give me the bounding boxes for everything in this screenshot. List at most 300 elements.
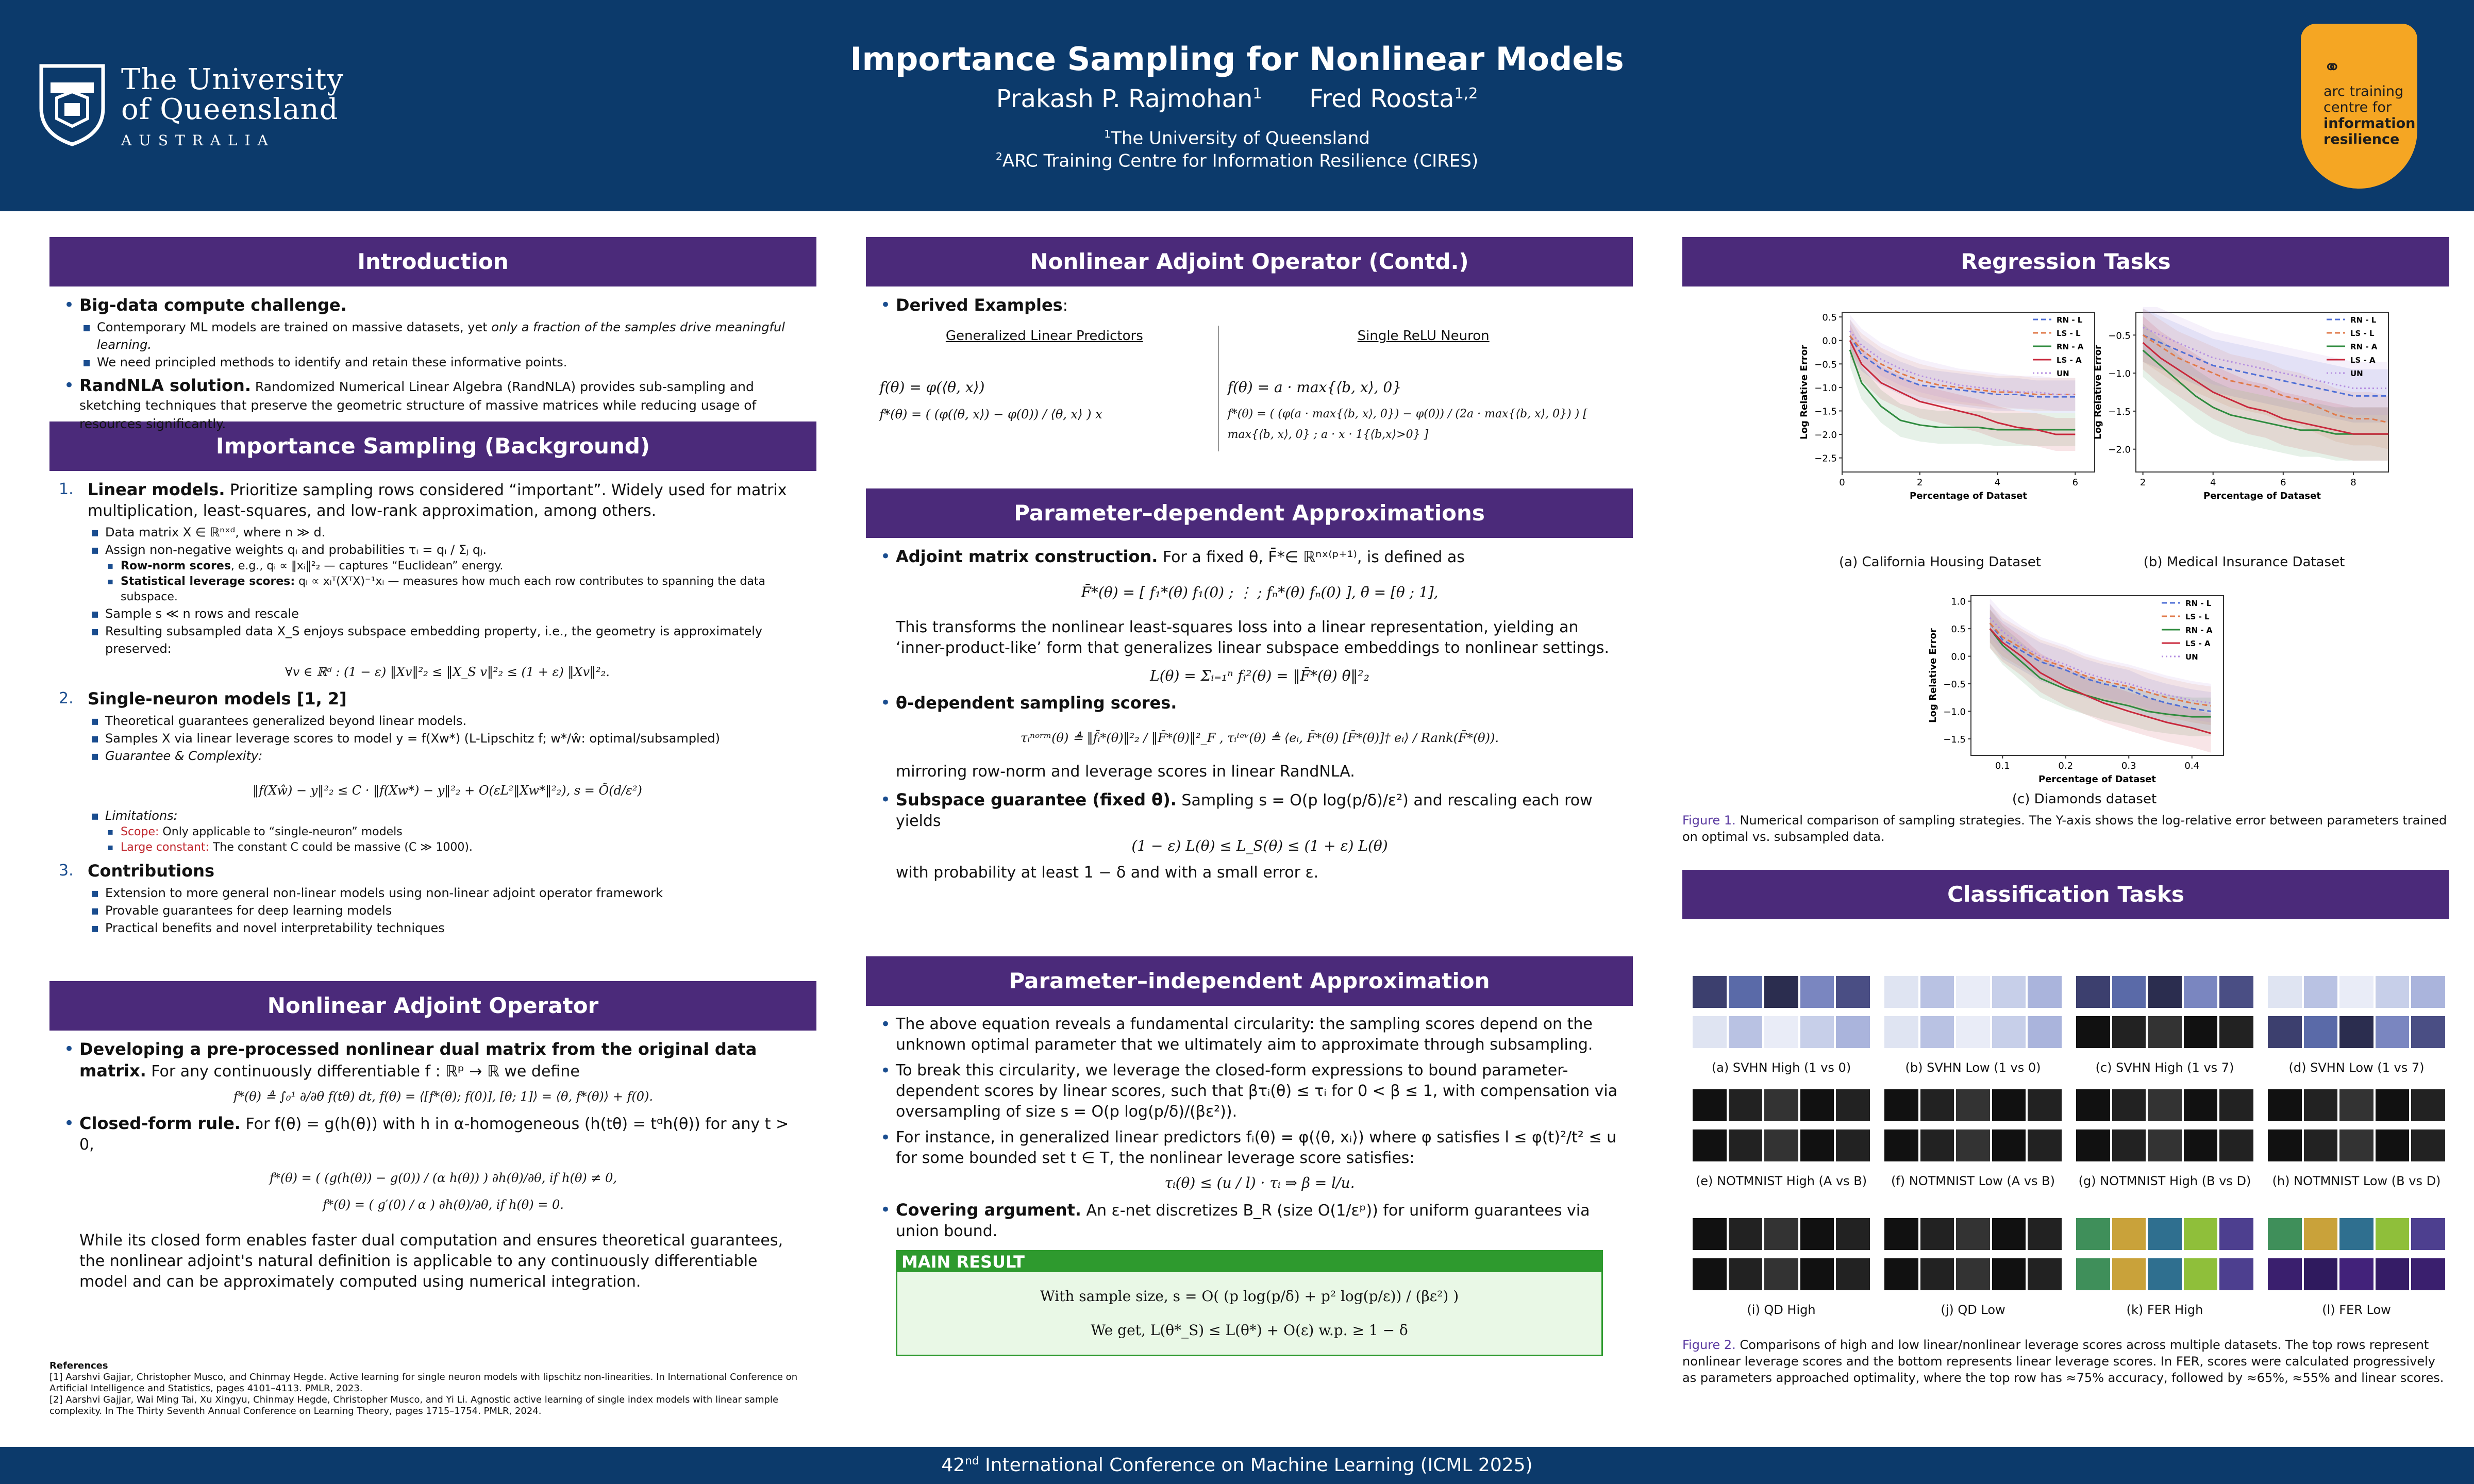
nonlinear-score-strip [1884, 1218, 2062, 1250]
is-eq1: ∀v ∈ ℝᵈ : (1 − ε) ‖Xv‖²₂ ≤ ‖X_S v‖²₂ ≤ (1 + ε) ‖Xv‖²₂. [285, 665, 610, 679]
sample-thumbnail [2148, 976, 2182, 1008]
sample-thumbnail [1729, 1258, 1763, 1290]
is-s2a-head: Row-norm scores [121, 560, 231, 572]
adj-eq1: f*(θ) ≜ ∫₀¹ ∂/∂θ f(tθ) dt, f(θ) = ⟨[f*(θ); f(0)], [θ; 1]⟩ = ⟨θ, f*(θ)⟩ + f(0). [233, 1089, 654, 1104]
sample-thumbnail [1884, 1089, 1918, 1121]
figure-2-text: Comparisons of high and low linear/nonlinear leverage scores across multiple datasets. The top rows represent nonlinear leverage scores and the bottom represents linear leverage scores. In FER, scores were calculated progressively as parameters approached optimality, where the top row has ≈75% accuracy, followed by ≈65%, ≈55% and linear scores. [1682, 1338, 2444, 1385]
subcaption-diamonds: (c) Diamonds dataset [2012, 791, 2157, 807]
intro-bullet-2 [59, 376, 807, 433]
sample-thumbnail [1800, 1129, 1834, 1161]
sample-thumbnail [2304, 1089, 2338, 1121]
intro-b1-head: Big-data compute challenge. [79, 295, 347, 315]
people-icon: ⚭ [2323, 56, 2341, 79]
affiliation-1-text: The University of Queensland [1111, 128, 1370, 149]
pind-bullet-3 [875, 1127, 1624, 1193]
intro-b2-text: Randomized Numerical Linear Algebra (RandNLA) provides sub-sampling and sketching techniques that preserve the geometric structure of massive matrices while reducing usage of resources significantly. [79, 379, 757, 431]
sample-thumbnail [2268, 1218, 2302, 1250]
is-num-3: 3. [59, 862, 74, 880]
examples-divider [1218, 326, 1219, 451]
pdep-p3: with probability at least 1 − δ and with a small error ε. [896, 864, 1319, 882]
classification-figure [1682, 919, 2449, 1455]
sample-thumbnail [1836, 1258, 1870, 1290]
arc-logo-text [2323, 83, 2415, 147]
nonlinear-score-strip [2076, 1218, 2253, 1250]
sample-thumbnail [2148, 1129, 2182, 1161]
sample-thumbnail [2184, 1089, 2218, 1121]
linear-score-strip [1884, 1129, 2062, 1161]
sample-thumbnail [1884, 1129, 1918, 1161]
section-title-introduction: Introduction [49, 237, 816, 286]
nonlinear-score-strip [1693, 1089, 1870, 1121]
relu-block [1228, 326, 1619, 451]
x-tick-label: 2 [2139, 477, 2146, 488]
y-tick-label: −1.5 [1814, 406, 1837, 417]
figure-1-caption [1682, 812, 2449, 845]
sample-thumbnail [2219, 976, 2253, 1008]
sample-thumbnail [1800, 1089, 1834, 1121]
is-t2s2: ▪ Samples X via linear leverage scores to model y = f(Xw*) (L-Lipschitz f; w*/ŵ: optimal/subsampled) [88, 730, 807, 747]
sample-thumbnail [1920, 1089, 1954, 1121]
sample-image-grid [1884, 976, 2062, 1053]
x-axis-label: Percentage of Dataset [2038, 774, 2156, 785]
footer-ordinal: 42 [941, 1455, 965, 1476]
nonlinear-score-strip [2076, 1089, 2253, 1121]
section-importance-sampling [49, 471, 816, 981]
sample-thumbnail [1992, 1089, 2026, 1121]
sample-thumbnail [2112, 976, 2146, 1008]
is-s2-text: Assign non-negative weights qᵢ and probabilities τᵢ = qᵢ / Σⱼ qⱼ. [105, 543, 487, 557]
sample-thumbnail [2376, 1089, 2410, 1121]
y-tick-label: −0.5 [2108, 330, 2131, 342]
linear-score-strip [2268, 1016, 2445, 1048]
sample-thumbnail [1800, 976, 1834, 1008]
adj-bullet-1 [59, 1039, 807, 1107]
sample-thumbnail [1800, 1258, 1834, 1290]
sample-thumbnail [1920, 976, 1954, 1008]
sample-thumbnail [2376, 1218, 2410, 1250]
author-1-affil: 1 [1252, 85, 1262, 102]
nonlinear-score-strip [2268, 1218, 2445, 1250]
sample-thumbnail [2184, 1218, 2218, 1250]
main-result-box [896, 1250, 1603, 1356]
sample-thumbnail [2219, 1016, 2253, 1048]
relu-eq1: f(θ) = a · max{⟨b, x⟩, 0} [1227, 379, 1402, 396]
x-tick-label: 0.1 [1995, 761, 2010, 771]
y-tick-label: −2.0 [2108, 444, 2131, 456]
pdep-eq4: (1 − ε) L(θ) ≤ L_S(θ) ≤ (1 + ε) L(θ) [1131, 837, 1388, 854]
sample-thumbnail [2376, 1129, 2410, 1161]
section-title-classification: Classification Tasks [1682, 870, 2449, 919]
sample-thumbnail [2148, 1089, 2182, 1121]
author-2: Fred Roosta [1309, 85, 1455, 113]
pdep-eq2: L(θ) = Σᵢ₌₁ⁿ fᵢ²(θ) = ‖F̄*(θ) θ̄‖²₂ [1150, 667, 1369, 684]
sample-thumbnail [2076, 1089, 2110, 1121]
figure-2-caption [1682, 1337, 2449, 1386]
sample-image-grid [1693, 1218, 1870, 1295]
main-result-body [897, 1272, 1601, 1355]
reference-2: [2] Aarshvi Gajjar, Wai Ming Tai, Xu Xingyu, Chinmay Hegde, Christopher Musco, and Yi Li. Agnostic active learning of single index models with linear sample complexity. In The Thirty Seventh Annual Conference on Learning Theory, pages 1715–1754. PMLR, 2024. [49, 1394, 779, 1416]
sample-thumbnail [1956, 976, 1990, 1008]
classification-subcaption: (a) SVHN High (1 vs 0) [1711, 1060, 1851, 1075]
pind-b4-head: Covering argument. [896, 1200, 1081, 1220]
derived-examples-head: Derived Examples [896, 295, 1063, 315]
sample-thumbnail [2339, 976, 2373, 1008]
is-c2: ▪ Provable guarantees for deep learning models [88, 902, 807, 919]
y-tick-label: 0.0 [1822, 335, 1837, 347]
subcaption-california: (a) California Housing Dataset [1839, 554, 2041, 570]
y-tick-label: 1.0 [1951, 596, 1966, 608]
sample-thumbnail [2268, 1016, 2302, 1048]
column-middle [866, 237, 1633, 1356]
x-tick-label: 0.3 [2121, 761, 2136, 771]
nonlinear-score-strip [2268, 1089, 2445, 1121]
adj-b2-text: For f(θ) = g(h(θ)) with h in α-homogeneous (h(tθ) = tᵅh(θ)) for any t > 0, [79, 1115, 789, 1154]
sample-thumbnail [2184, 1258, 2218, 1290]
sample-thumbnail [2184, 1016, 2218, 1048]
figure-1-text: Numerical comparison of sampling strategies. The Y-axis shows the log-relative error between parameters trained on optimal vs. subsampled data. [1682, 813, 2447, 844]
nonlinear-score-strip [1693, 976, 1870, 1008]
is-item-2 [59, 688, 807, 855]
sample-thumbnail [1884, 976, 1918, 1008]
y-tick-label: 0.5 [1822, 312, 1837, 324]
pind-bullet-2: • To break this circularity, we leverage the closed-form expressions to bound parameter-dependent scores by linear scores, such that βτᵢ(θ) ≤ τᵢ for 0 < β ≤ 1, with compensation via oversampling of size s = O(p log(p/δ)/(βε²)). [875, 1060, 1624, 1122]
sample-thumbnail [2148, 1218, 2182, 1250]
sample-thumbnail [1800, 1218, 1834, 1250]
sample-thumbnail [1992, 1218, 2026, 1250]
is-s3: ▪ Sample s ≪ n rows and rescale [88, 605, 807, 622]
sample-thumbnail [1693, 1089, 1727, 1121]
nonlinear-score-strip [1884, 976, 2062, 1008]
chart-medical-insurance [2089, 307, 2399, 503]
pdep-eq1: F̄*(θ) = [ f₁*(θ) f₁(0) ; ⋮ ; fₙ*(θ) fₙ(0) ], θ̄ = [θ ; 1], [1081, 584, 1439, 601]
sample-thumbnail [2411, 1218, 2445, 1250]
sample-thumbnail [2219, 1218, 2253, 1250]
linear-score-strip [1693, 1129, 1870, 1161]
pdep-bullet-2 [875, 693, 1624, 782]
pind-b4-text: An ε-net discretizes B_R (size O(1/εᵖ)) for uniform guarantees via union bound. [896, 1202, 1590, 1240]
nonlinear-score-strip [1884, 1089, 2062, 1121]
poster-footer [0, 1447, 2474, 1484]
is-h2: Single-neuron models [1, 2] [88, 689, 347, 709]
sample-thumbnail [2112, 1258, 2146, 1290]
uq-name-line1: The University [121, 63, 344, 96]
sample-thumbnail [1884, 1016, 1918, 1048]
sample-thumbnail [2304, 1129, 2338, 1161]
section-param-dependent [866, 538, 1633, 956]
sample-thumbnail [1992, 976, 2026, 1008]
is-s2a-text: , e.g., qᵢ ∝ ‖xᵢ‖²₂ — captures “Euclidean” energy. [230, 560, 504, 572]
arc-line-4: resilience [2323, 131, 2400, 147]
legend-label: LS - L [2350, 329, 2375, 338]
pind-b3-text: For instance, in generalized linear predictors fᵢ(θ) = φ(⟨θ, xᵢ⟩) where φ satisfies l ≤ φ(t)²/t² ≤ u for some bounded set t ∈ T, the nonlinear leverage score satisfies: [896, 1128, 1617, 1167]
x-axis-label: Percentage of Dataset [2203, 491, 2321, 501]
pdep-bullet-3 [875, 789, 1624, 883]
section-adjoint-contd [866, 286, 1633, 488]
pind-eq1: τᵢ(θ) ≤ (u / l) · τᵢ ⇒ β = l/u. [1164, 1174, 1355, 1191]
derived-examples: • Derived Examples: [875, 295, 1624, 316]
legend-label: UN [2185, 652, 2198, 662]
legend-label: LS - A [2350, 356, 2376, 365]
uq-name-line2: of Queensland [121, 93, 339, 126]
is-lim1 [105, 824, 807, 840]
glp-eq2: f*(θ) = ( (φ(⟨θ, x⟩) − φ(0)) / ⟨θ, x⟩ ) x [879, 407, 1102, 421]
sample-thumbnail [1693, 1129, 1727, 1161]
x-tick-label: 6 [2280, 477, 2286, 488]
is-s4: ▪ Resulting subsampled data X_S enjoys subspace embedding property, i.e., the geometry is approximately preserved: [88, 622, 807, 657]
sample-thumbnail [2411, 1016, 2445, 1048]
linear-score-strip [2268, 1258, 2445, 1290]
affiliation-2-mark: 2 [995, 150, 1002, 163]
section-title-nonlinear-adjoint: Nonlinear Adjoint Operator [49, 981, 816, 1031]
linear-score-strip [2076, 1258, 2253, 1290]
is-h3: Contributions [88, 861, 215, 881]
legend-label: RN - L [2057, 315, 2083, 325]
y-tick-label: −2.5 [1814, 453, 1837, 464]
is-num-2: 2. [59, 689, 74, 707]
sample-thumbnail [2376, 1258, 2410, 1290]
y-axis-label: Log Relative Error [2093, 345, 2103, 440]
sample-thumbnail [2268, 976, 2302, 1008]
sample-thumbnail [2339, 1218, 2373, 1250]
adj-b1-head: Developing a pre-processed nonlinear dual matrix from the original data matrix. [79, 1039, 757, 1081]
author-list [515, 85, 1959, 113]
sample-thumbnail [2076, 1129, 2110, 1161]
sample-thumbnail [2304, 976, 2338, 1008]
sample-thumbnail [1729, 1016, 1763, 1048]
sample-thumbnail [1956, 1089, 1990, 1121]
sample-thumbnail [2268, 1089, 2302, 1121]
x-tick-label: 4 [2210, 477, 2216, 488]
sample-thumbnail [2376, 1016, 2410, 1048]
sample-thumbnail [1920, 1129, 1954, 1161]
sample-thumbnail [1956, 1258, 1990, 1290]
sample-image-grid [1884, 1089, 2062, 1167]
intro-b1-s1b: only a fraction of the samples drive meaningful learning. [97, 320, 785, 352]
is-eq2: ‖f(Xŵ) − y‖²₂ ≤ C · ‖f(Xw*) − y‖²₂ + O(εL²‖Xw*‖²₂), s = Õ(d/ε²) [253, 783, 642, 798]
sample-image-grid [2076, 1089, 2253, 1167]
uq-crest-icon [36, 62, 108, 147]
sample-thumbnail [2219, 1089, 2253, 1121]
is-t1: Prioritize sampling rows considered “important”. Widely used for matrix multiplication, least-squares, and low-rank approximation, among others. [88, 481, 787, 520]
is-s1: ▪ Data matrix X ∈ ℝⁿˣᵈ, where n ≫ d. [88, 524, 807, 541]
glp-title: Generalized Linear Predictors [945, 328, 1143, 344]
sample-image-grid [2268, 1218, 2445, 1295]
figure-1-label: Figure 1. [1682, 813, 1736, 828]
sample-thumbnail [1729, 1218, 1763, 1250]
sample-thumbnail [2076, 976, 2110, 1008]
sample-thumbnail [1693, 1218, 1727, 1250]
sample-thumbnail [1836, 1016, 1870, 1048]
sample-thumbnail [2076, 1258, 2110, 1290]
classification-subcaption: (l) FER Low [2322, 1303, 2391, 1317]
sample-thumbnail [1764, 1129, 1798, 1161]
is-c3: ▪ Practical benefits and novel interpretability techniques [88, 919, 807, 937]
classification-subcaption: (j) QD Low [1941, 1303, 2005, 1317]
affiliation-2-text: ARC Training Centre for Information Resilience (CIRES) [1002, 150, 1479, 172]
sample-thumbnail [2339, 1016, 2373, 1048]
column-right [1682, 237, 2449, 1455]
is-lim1-head: Scope: [121, 825, 159, 838]
is-t2s4-text: Limitations: [105, 808, 178, 823]
subcaption-medical: (b) Medical Insurance Dataset [2143, 554, 2345, 570]
sample-thumbnail [1920, 1016, 1954, 1048]
sample-thumbnail [2148, 1016, 2182, 1048]
arc-line-3: information [2323, 115, 2416, 131]
is-item-3 [59, 861, 807, 937]
sample-thumbnail [2076, 1016, 2110, 1048]
sample-thumbnail [2304, 1258, 2338, 1290]
intro-bullet-1 [59, 295, 807, 371]
pdep-eq3: τᵢⁿᵒʳᵐ(θ) ≜ ‖f̄ᵢ*(θ)‖²₂ / ‖F̄*(θ)‖²_F , τᵢˡᵉᵛ(θ) ≜ ⟨eᵢ, F̄*(θ) [F̄*(θ)]† eᵢ⟩ / Rank(F̄*(θ)). [1021, 731, 1499, 745]
is-t2s3 [88, 747, 807, 765]
linear-score-strip [1693, 1258, 1870, 1290]
classification-subcaption: (k) FER High [2126, 1303, 2203, 1317]
legend-label: UN [2057, 369, 2069, 378]
is-s2b [105, 574, 807, 605]
sample-thumbnail [1693, 1016, 1727, 1048]
intro-b1-sub1 [79, 318, 807, 353]
arc-cires-logo [2301, 24, 2417, 189]
y-tick-label: 0.0 [1951, 651, 1966, 663]
section-title-param-independent: Parameter–independent Approximation [866, 956, 1633, 1006]
sample-thumbnail [2339, 1258, 2373, 1290]
derived-examples-grid [875, 326, 1624, 451]
is-lim2-text: The constant C could be massive (C ≫ 1000). [209, 841, 473, 854]
references-heading: References [49, 1360, 108, 1371]
sample-thumbnail [2411, 1089, 2445, 1121]
is-t2s4 [88, 807, 807, 855]
nonlinear-score-strip [1693, 1218, 1870, 1250]
main-result-eq1: With sample size, s = O( (p log(p/δ) + p² log(p/ε)) / (βε²) ) [1040, 1288, 1459, 1305]
sample-thumbnail [2028, 1089, 2062, 1121]
column-left [49, 237, 816, 1417]
legend-label: RN - L [2185, 599, 2212, 608]
sample-thumbnail [1764, 1089, 1798, 1121]
sample-thumbnail [2148, 1258, 2182, 1290]
x-tick-label: 0.2 [2058, 761, 2074, 771]
classification-subcaption: (i) QD High [1747, 1303, 1816, 1317]
legend-label: LS - L [2057, 329, 2081, 338]
chart-california-housing [1796, 307, 2105, 503]
footer-conference: International Conference on Machine Learning (ICML 2025) [979, 1455, 1533, 1476]
is-c1: ▪ Extension to more general non-linear models using non-linear adjoint operator framework [88, 884, 807, 902]
legend-label: LS - A [2185, 639, 2211, 648]
is-lim2 [105, 840, 807, 855]
pdep-b2-head: θ-dependent sampling scores. [896, 693, 1177, 713]
linear-score-strip [2076, 1016, 2253, 1048]
is-lim2-head: Large constant: [121, 841, 209, 854]
section-title-adjoint-contd: Nonlinear Adjoint Operator (Contd.) [866, 237, 1633, 286]
sample-image-grid [2268, 976, 2445, 1053]
is-h1: Linear models. [88, 480, 225, 499]
pind-bullet-4 [875, 1200, 1624, 1242]
linear-score-strip [1693, 1016, 1870, 1048]
section-title-param-dependent: Parameter–dependent Approximations [866, 488, 1633, 538]
uq-country: AUSTRALIA [121, 132, 275, 149]
sample-thumbnail [2304, 1218, 2338, 1250]
pdep-b3-text: Sampling s = O(p log(p/δ)/ε²) and rescaling each row yields [896, 791, 1593, 830]
affiliation-1-mark: 1 [1104, 128, 1111, 140]
is-num-1: 1. [59, 480, 74, 498]
arc-line-2: centre for [2323, 99, 2392, 115]
sample-thumbnail [2028, 1218, 2062, 1250]
sample-thumbnail [1764, 1016, 1798, 1048]
sample-thumbnail [2268, 1258, 2302, 1290]
legend-label: RN - A [2185, 626, 2213, 635]
is-s2b-head: Statistical leverage scores: [121, 575, 295, 588]
sample-image-grid [1693, 1089, 1870, 1167]
sample-thumbnail [2028, 1258, 2062, 1290]
sample-thumbnail [1800, 1016, 1834, 1048]
sample-thumbnail [1920, 1258, 1954, 1290]
footer-ordinal-suffix: nd [965, 1455, 979, 1468]
sample-thumbnail [2028, 1129, 2062, 1161]
y-tick-label: −1.5 [1943, 734, 1966, 745]
adj-bullet-2 [59, 1113, 807, 1215]
linear-score-strip [1884, 1016, 2062, 1048]
sample-thumbnail [1836, 1129, 1870, 1161]
sample-thumbnail [1956, 1218, 1990, 1250]
legend-label: UN [2350, 369, 2363, 378]
sample-thumbnail [2304, 1016, 2338, 1048]
is-s2b-text: qᵢ ∝ xᵢᵀ(XᵀX)⁻¹xᵢ — measures how much each row contributes to spanning the data subspace. [121, 575, 765, 603]
legend-label: RN - A [2057, 342, 2084, 351]
sample-thumbnail [2028, 1016, 2062, 1048]
sample-thumbnail [2112, 1218, 2146, 1250]
sample-thumbnail [2411, 1258, 2445, 1290]
affiliation-2 [515, 150, 1959, 171]
classification-subcaption: (f) NOTMNIST Low (A vs B) [1891, 1174, 2055, 1188]
relu-title: Single ReLU Neuron [1357, 328, 1490, 344]
classification-subcaption: (e) NOTMNIST High (A vs B) [1695, 1174, 1867, 1188]
sample-image-grid [1693, 976, 1870, 1053]
y-tick-label: 0.5 [1951, 624, 1966, 635]
is-t2s3-text: Guarantee & Complexity: [105, 749, 263, 763]
adj-paragraph: While its closed form enables faster dual computation and ensures theoretical guarantees, the nonlinear adjoint's natural definition is applicable to any continuously differentiable model and can be approximately computed using numerical integration. [79, 1232, 783, 1291]
classification-subcaption: (b) SVHN Low (1 vs 0) [1905, 1060, 2041, 1075]
nonlinear-score-strip [2268, 976, 2445, 1008]
intro-b1-sub2: ▪ We need principled methods to identify and retain these informative points. [79, 353, 807, 371]
x-tick-label: 6 [2072, 477, 2079, 488]
is-lim1-text: Only applicable to “single-neuron” models [159, 825, 403, 838]
adj-b1-text: For any continuously differentiable f : ℝᵖ → ℝ we define [146, 1063, 580, 1081]
sample-thumbnail [1693, 976, 1727, 1008]
sample-image-grid [2076, 976, 2253, 1053]
classification-subcaption: (d) SVHN Low (1 vs 7) [2288, 1060, 2425, 1075]
section-param-independent [866, 1006, 1633, 1356]
sample-thumbnail [2219, 1258, 2253, 1290]
relu-eq2: f*(θ) = ( (φ(a · max{⟨b, x⟩, 0}) − φ(0)) / (2a · max{⟨b, x⟩, 0}) ) [ max{⟨b, x⟩, 0} ; a · x · 1{⟨b,x⟩>0} ] [1227, 408, 1587, 441]
sample-thumbnail [1764, 976, 1798, 1008]
pdep-b1-head: Adjoint matrix construction. [896, 547, 1158, 566]
sample-thumbnail [1992, 1016, 2026, 1048]
sample-thumbnail [1836, 1218, 1870, 1250]
adj-b2-head: Closed-form rule. [79, 1114, 241, 1133]
section-title-regression: Regression Tasks [1682, 237, 2449, 286]
pdep-bullet-1 [875, 546, 1624, 686]
pdep-b1-text: For a fixed θ, F̄*∈ ℝⁿˣ⁽ᵖ⁺¹⁾, is defined as [1158, 548, 1465, 566]
x-tick-label: 4 [1994, 477, 2001, 488]
pdep-p1: This transforms the nonlinear least-squares loss into a linear representation, yielding an ‘inner-product-like’ form that generalizes linear subspace embeddings to nonlinear settings. [896, 618, 1610, 657]
intro-b2-head: RandNLA solution. [79, 376, 251, 395]
y-tick-label: −1.0 [1814, 382, 1837, 394]
sample-thumbnail [2112, 1089, 2146, 1121]
sample-thumbnail [1729, 1129, 1763, 1161]
sample-thumbnail [2411, 1129, 2445, 1161]
pdep-b3-head: Subspace guarantee (fixed θ). [896, 790, 1177, 810]
classification-subcaption: (g) NOTMNIST High (B vs D) [2078, 1174, 2251, 1188]
is-s2 [88, 541, 807, 605]
